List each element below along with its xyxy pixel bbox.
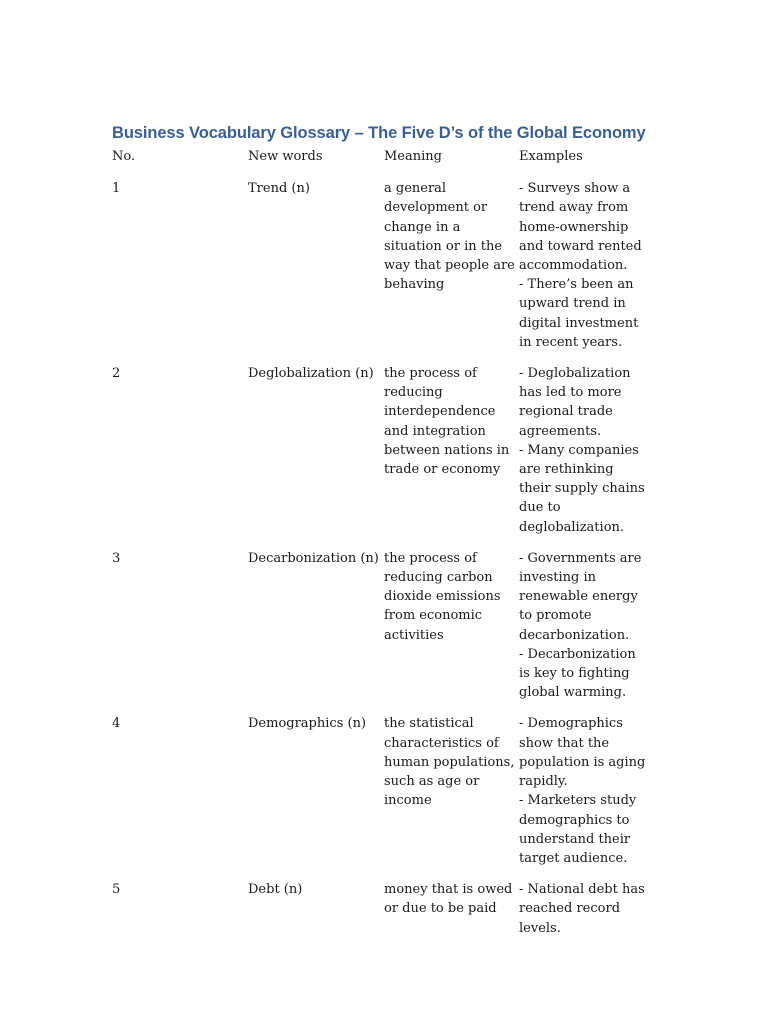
example-text: - Surveys show a trend away from home-ownership and toward rented accommodation. (519, 181, 642, 274)
example-text: - Deglobalization has led to more regional trade agreements. (519, 366, 631, 439)
row-number: 4 (112, 716, 121, 732)
row-word: Trend (n) (248, 181, 310, 197)
table-row (112, 714, 652, 880)
column-header-examples: Examples (519, 149, 583, 164)
row-word: Deglobalization (n) (248, 366, 374, 382)
row-meaning: a general development or change in a situation or in the way that people are behaving (384, 181, 515, 293)
row-number: 1 (112, 181, 121, 197)
glossary-table (112, 147, 652, 950)
column-header-no: No. (112, 149, 136, 164)
row-meaning: money that is owed or due to be paid (384, 882, 513, 917)
row-word: Demographics (n) (248, 716, 367, 732)
row-meaning: the process of reducing carbon dioxide emissions from economic activities (384, 550, 501, 643)
table-row (112, 364, 652, 549)
document-title: Business Vocabulary Glossary – The Five D’s of the Global Economy (112, 124, 646, 142)
example-text: - National debt has reached record levels. (519, 882, 645, 936)
column-header-meaning: Meaning (384, 149, 442, 164)
row-examples (519, 714, 652, 880)
row-number: 5 (112, 882, 121, 898)
table-row (112, 549, 652, 715)
example-text: - Many companies are rethinking their supply chains due to deglobalization. (519, 442, 645, 535)
example-text: - Governments are investing in renewable energy to promote decarbonization. (519, 550, 642, 643)
row-examples (519, 549, 652, 715)
row-word: Decarbonization (n) (248, 550, 379, 566)
example-text: - Demographics show that the population is aging rapidly. (519, 716, 646, 790)
row-examples (519, 179, 652, 364)
row-meaning: the process of reducing interdependence and integration between nations in trade or economy (384, 366, 510, 478)
table-header-row (112, 147, 652, 179)
row-examples (519, 880, 652, 950)
table-body (112, 179, 652, 950)
example-text: - Marketers study demographics to understand their target audience. (519, 793, 637, 866)
table-row (112, 880, 652, 950)
row-number: 2 (112, 366, 121, 382)
table-row (112, 179, 652, 364)
example-text: - Decarbonization is key to fighting global warming. (519, 646, 636, 701)
column-header-new-words: New words (248, 149, 323, 164)
table-header (112, 147, 652, 179)
row-word: Debt (n) (248, 882, 303, 898)
row-examples (519, 364, 652, 549)
row-number: 3 (112, 550, 121, 566)
example-text: - There’s been an upward trend in digital investment in recent years. (519, 277, 639, 350)
row-meaning: the statistical characteristics of human populations, such as age or income (384, 716, 515, 809)
